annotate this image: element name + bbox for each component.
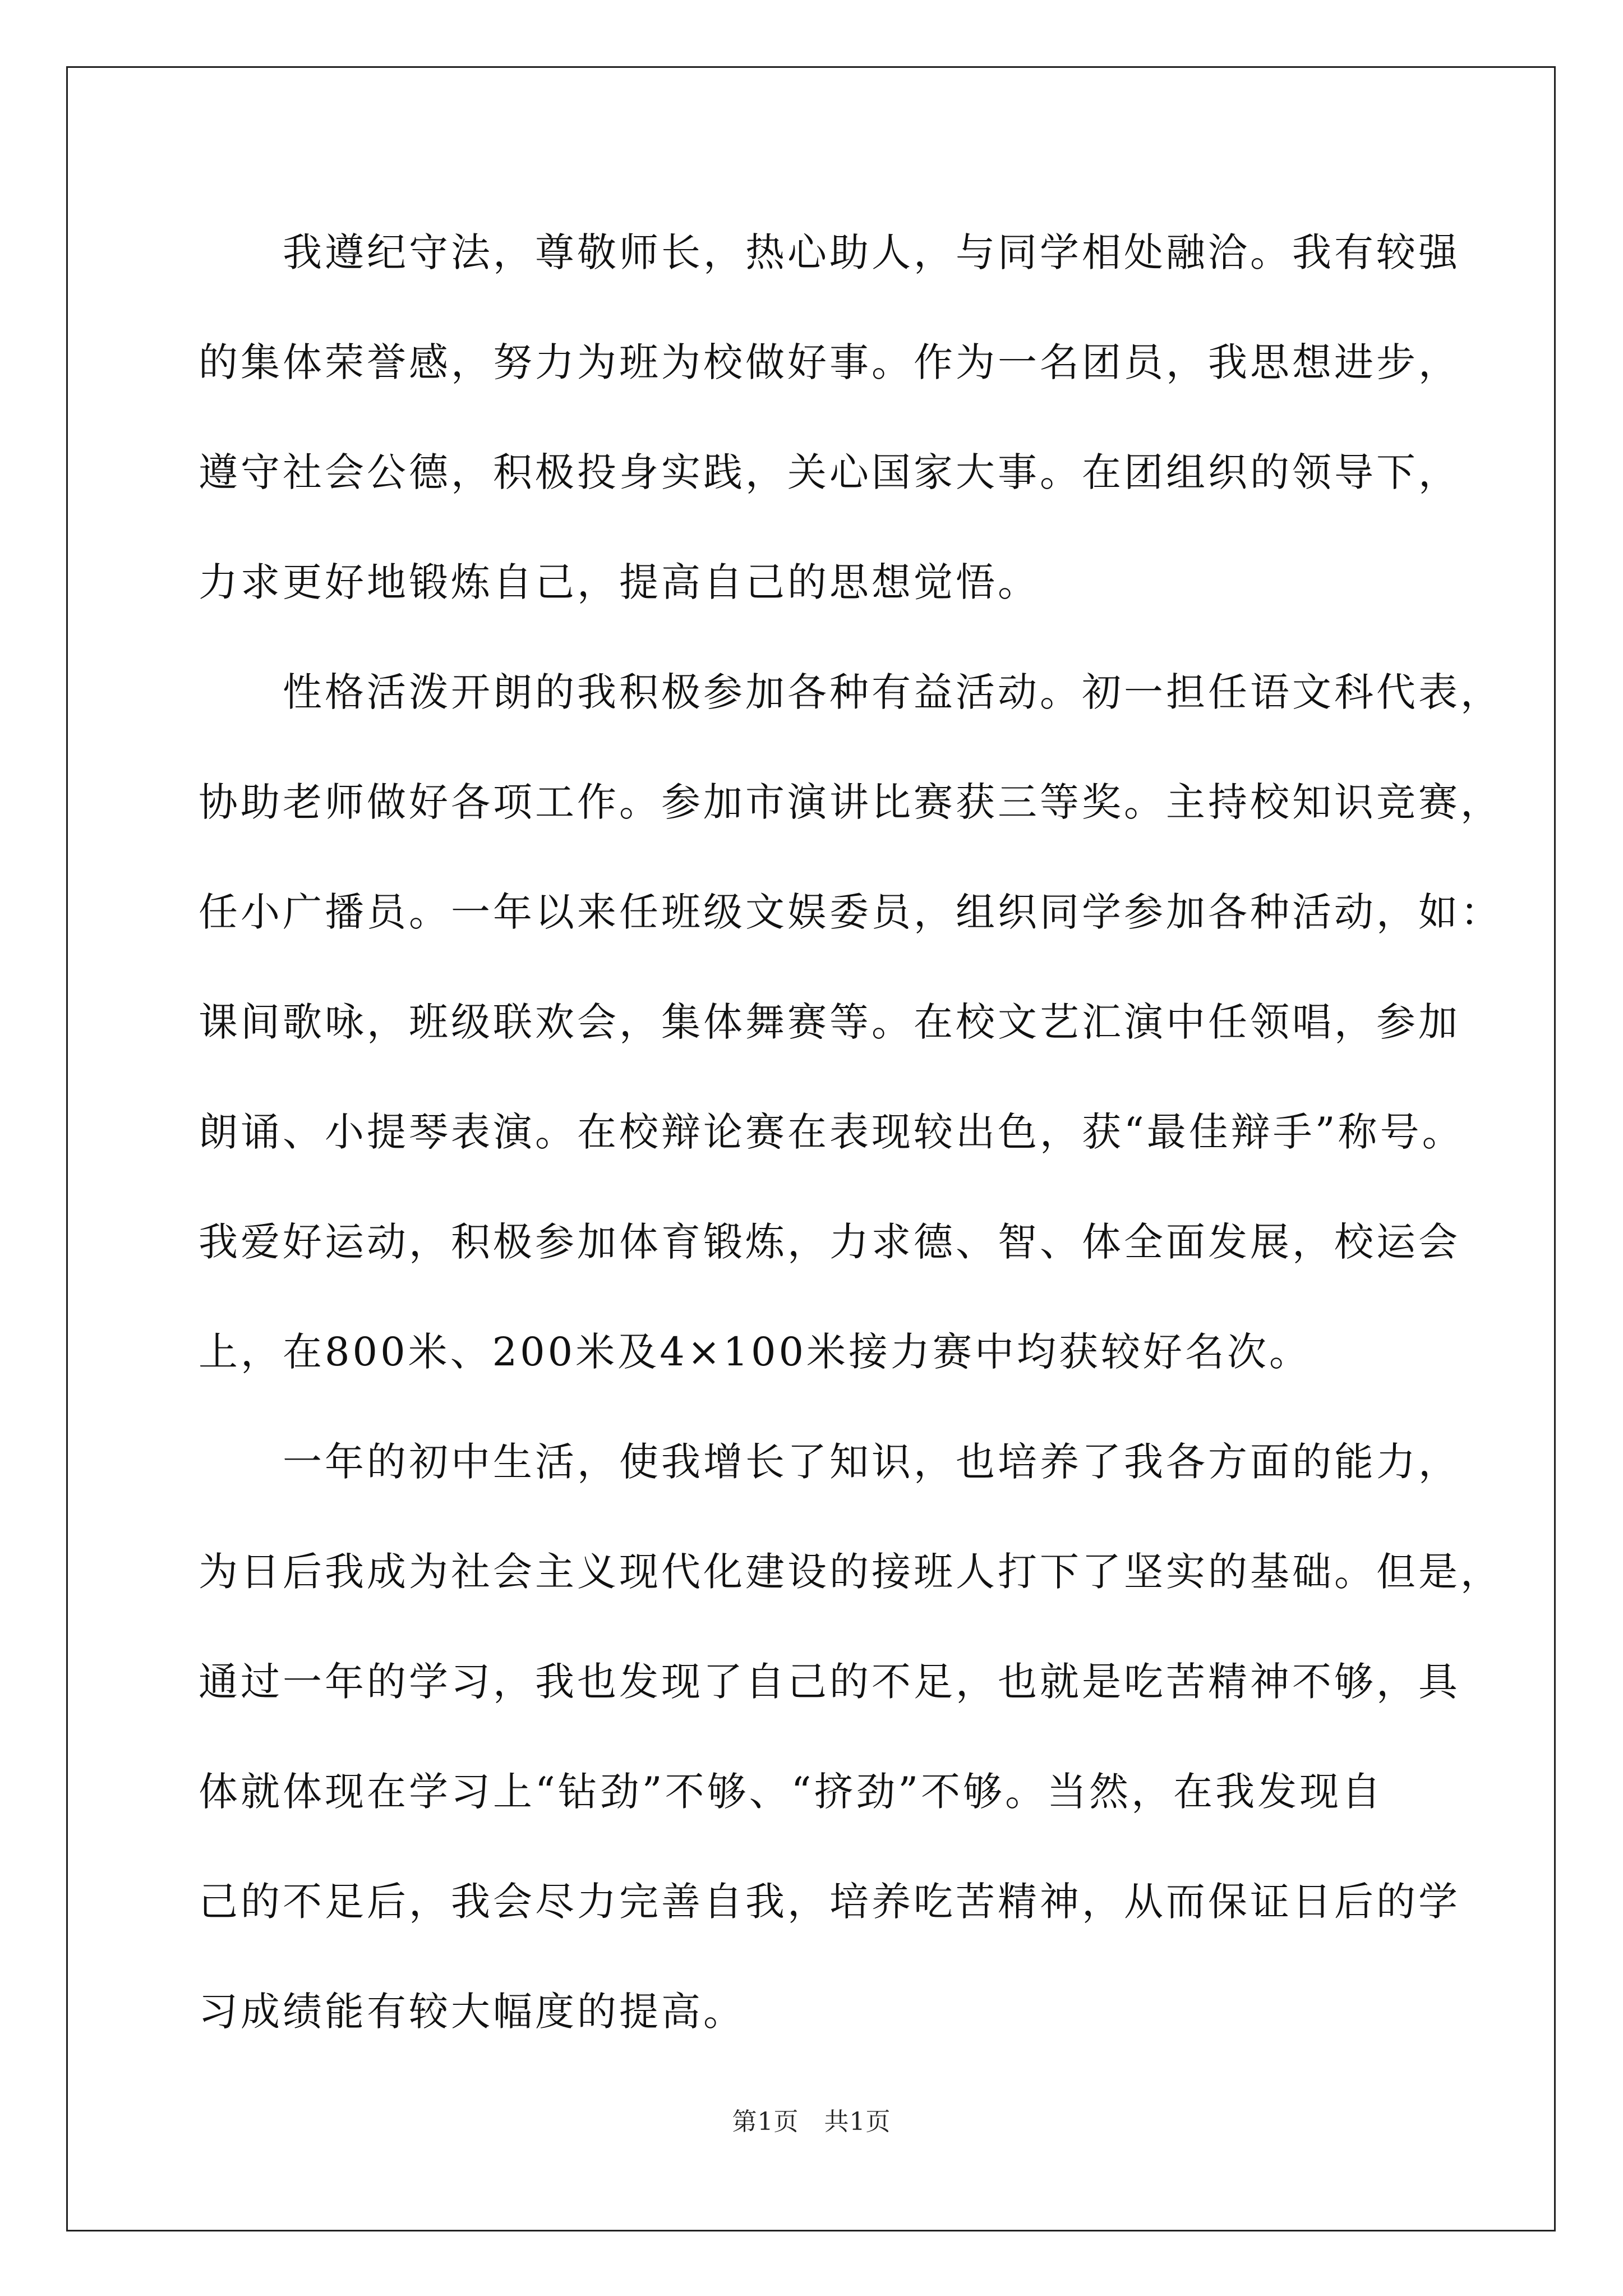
page-footer: 第1页 共1页 — [732, 2108, 891, 2136]
text-line: 为日后我成为社会主义现代化建设的接班人打下了坚实的基础。但是， — [199, 1549, 1502, 1595]
text-line: 性格活泼开朗的我积极参加各种有益活动。初一担任语文科代表， — [283, 669, 1502, 715]
text-line: 习成绩能有较大幅度的提高。 — [199, 1989, 745, 2035]
paragraph-2 — [199, 651, 1502, 1420]
text-line: 遵守社会公德，积极投身实践，关心国家大事。在团组织的领导下， — [199, 449, 1460, 495]
text-line: 上，在800米、200米及4×100米接力赛中均获较好名次。 — [199, 1329, 1312, 1375]
text-line: 力求更好地锻炼自己，提高自己的思想觉悟。 — [199, 559, 1040, 605]
text-line: 我遵纪守法，尊敬师长，热心助人，与同学相处融洽。我有较强 — [283, 229, 1460, 275]
document-body — [199, 211, 1502, 2080]
text-line: 己的不足后，我会尽力完善自我，培养吃苦精神，从而保证日后的学 — [199, 1879, 1460, 1925]
paragraph-3 — [199, 1420, 1502, 2080]
text-line: 一年的初中生活，使我增长了知识，也培养了我各方面的能力， — [283, 1439, 1460, 1485]
text-line: 的集体荣誉感，努力为班为校做好事。作为一名团员，我思想进步， — [199, 339, 1460, 385]
paragraph-1 — [199, 211, 1460, 651]
text-line: 任小广播员。一年以来任班级文娱委员，组织同学参加各种活动，如： — [199, 889, 1502, 935]
text-line: 通过一年的学习，我也发现了自己的不足，也就是吃苦精神不够，具 — [199, 1659, 1460, 1705]
text-line: 体就体现在学习上“钻劲”不够、“挤劲”不够。当然，在我发现自 — [199, 1769, 1384, 1815]
text-line: 我爱好运动，积极参加体育锻炼，力求德、智、体全面发展，校运会 — [199, 1219, 1460, 1265]
text-line: 课间歌咏，班级联欢会，集体舞赛等。在校文艺汇演中任领唱，参加 — [199, 999, 1460, 1045]
text-line: 协助老师做好各项工作。参加市演讲比赛获三等奖。主持校知识竞赛， — [199, 779, 1502, 825]
text-line: 朗诵、小提琴表演。在校辩论赛在表现较出色，获“最佳辩手”称号。 — [199, 1109, 1464, 1155]
